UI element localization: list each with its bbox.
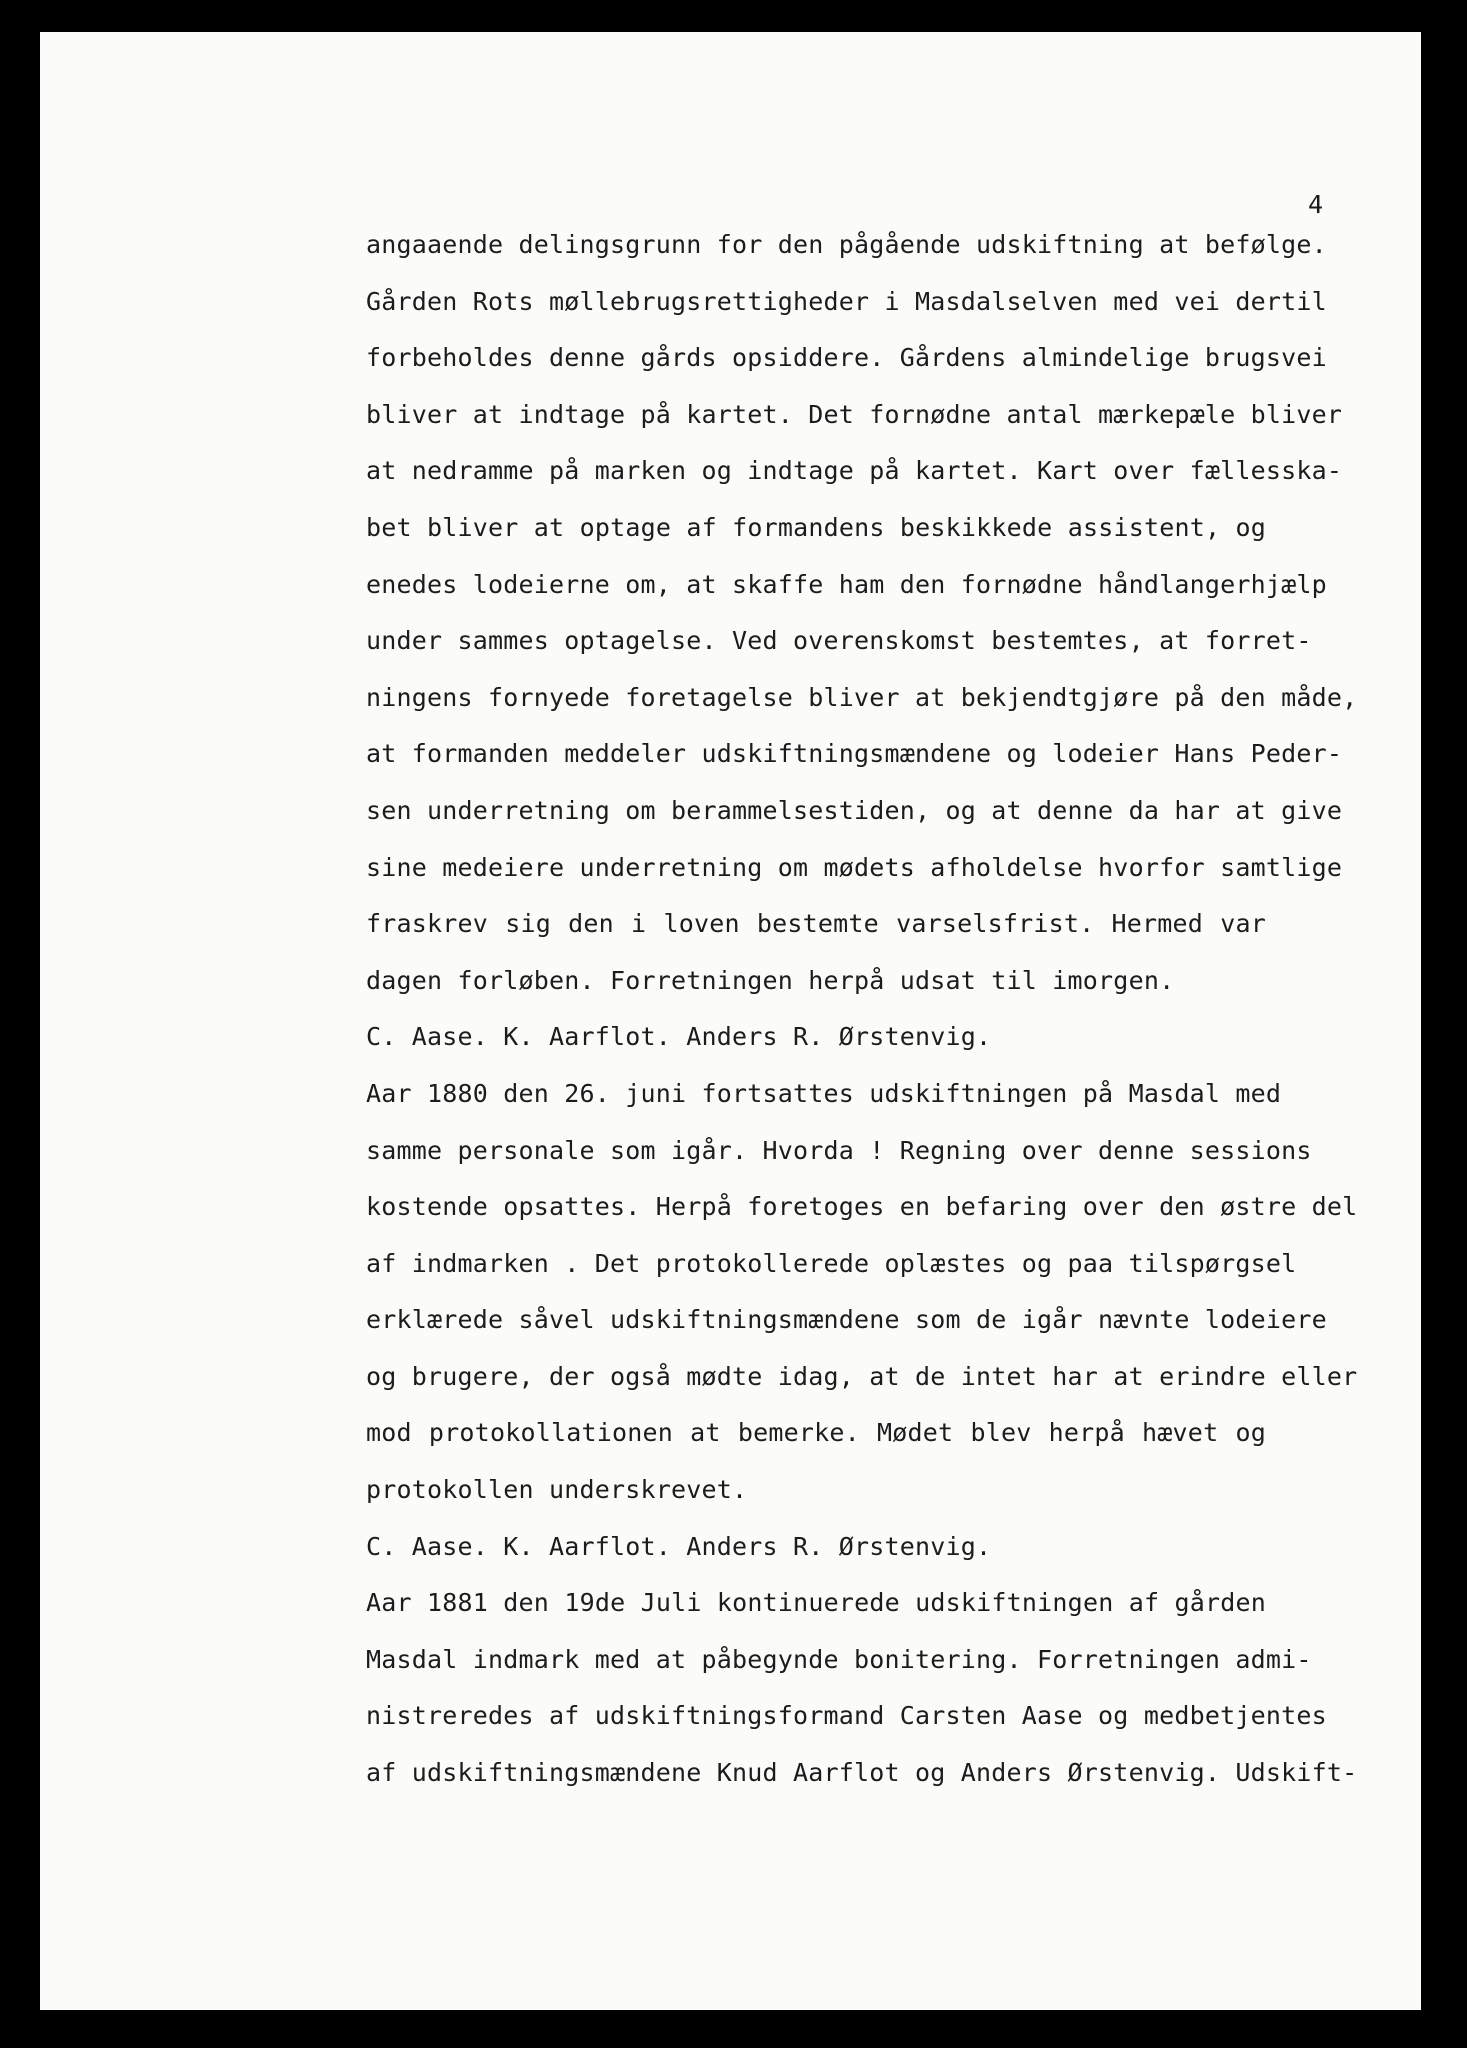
text-line: samme personale som igår. Hvorda ! Regning over denne sessions [366, 1135, 1312, 1165]
text-line: at formanden meddeler udskiftningsmændene og lodeier Hans Peder- [366, 739, 1343, 769]
text-line: forbeholdes denne gårds opsiddere. Gårdens almindelige brugsvei [366, 343, 1327, 373]
text-line: under sammes optagelse. Ved overenskomst bestemtes, at forret- [366, 626, 1312, 656]
text-line: sen underretning om berammelsestiden, og at denne da har at give [366, 795, 1343, 825]
text-line: og brugere, der også mødte idag, at de intet har at erindre eller [366, 1361, 1358, 1391]
text-line: bet bliver at optage af formandens beskikkede assistent, og [366, 512, 1266, 542]
text-line: kostende opsattes. Herpå foretoges en befaring over den østre del [366, 1192, 1358, 1222]
text-line: af indmarken . Det protokollerede oplæstes og paa tilspørgsel [366, 1248, 1297, 1278]
page-number: 4 [1308, 190, 1324, 219]
text-line: C. Aase. K. Aarflot. Anders R. Ørstenvig. [366, 1022, 992, 1052]
text-line: erklærede såvel udskiftningsmændene som de igår nævnte lodeiere [366, 1305, 1327, 1335]
text-line: dagen forløben. Forretningen herpå udsat til imorgen. [366, 965, 1175, 995]
text-line: Aar 1880 den 26. juni fortsattes udskiftningen på Masdal med [366, 1078, 1282, 1108]
text-line: af udskiftningsmændene Knud Aarflot og Anders Ørstenvig. Udskift- [366, 1758, 1358, 1788]
text-line: C. Aase. K. Aarflot. Anders R. Ørstenvig. [366, 1531, 992, 1561]
text-line: Masdal indmark med at påbegynde bonitering. Forretningen admi- [366, 1644, 1312, 1674]
text-line: mod protokollationen at bemerke. Mødet blev herpå hævet og [366, 1418, 1266, 1448]
text-line: nistreredes af udskiftningsformand Carsten Aase og medbetjentes [366, 1701, 1327, 1731]
text-line: Aar 1881 den 19de Juli kontinuerede udskiftningen af gården [366, 1588, 1266, 1618]
text-line: bliver at indtage på kartet. Det fornødne antal mærkepæle bliver [366, 399, 1343, 429]
text-line: Gården Rots møllebrugsrettigheder i Masdalselven med vei dertil [366, 286, 1327, 316]
text-line: enedes lodeierne om, at skaffe ham den fornødne håndlangerhjælp [366, 569, 1327, 599]
text-line: sine medeiere underretning om mødets afholdelse hvorfor samtlige [366, 852, 1343, 882]
text-line: fraskrev sig den i loven bestemte varselsfrist. Hermed var [366, 909, 1266, 939]
text-line: at nedramme på marken og indtage på kartet. Kart over fællesska- [366, 456, 1343, 486]
text-line: angaaende delingsgrunn for den pågående udskiftning at befølge. [366, 230, 1327, 259]
document-body [366, 217, 1358, 1802]
text-line: ningens fornyede foretagelse bliver at bekjendtgjøre på den måde, [366, 682, 1358, 712]
document-page [40, 32, 1421, 2010]
text-line: protokollen underskrevet. [366, 1475, 748, 1505]
